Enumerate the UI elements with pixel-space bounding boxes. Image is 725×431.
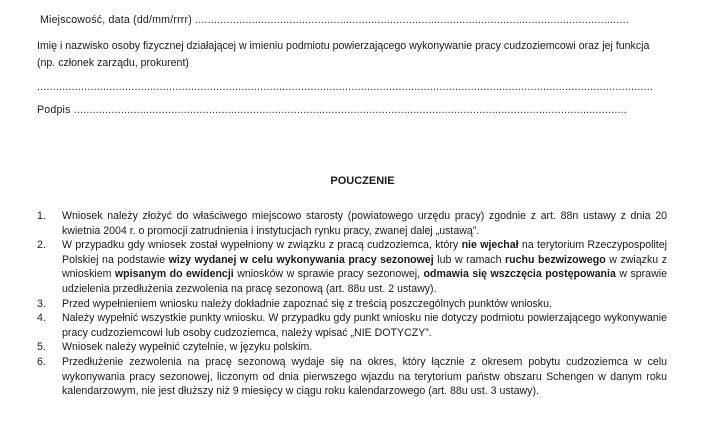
instruction-text-bold: wpisanym do ewidencji (114, 268, 234, 281)
instruction-text-bold: nie wjechał (461, 239, 519, 252)
name-function-line[interactable]: .................................................................................................................................................................................................... (37, 81, 654, 93)
instruction-text: Wniosek należy złożyć do właściwego miejscowo starosty (powiatowego urzędu pracy) zgodnie z art. 88n ustawy z dnia 20 kwietnia 2004 r. o promocji zatrudnienia i instytucjach rynku pracy, zwanej dalej „ustawą”. (62, 210, 667, 237)
instruction-text: lub w ramach (433, 253, 506, 266)
instruction-item (37, 311, 667, 340)
instruction-text: w związku z wnioskiem (62, 253, 667, 281)
instruction-item (37, 355, 667, 399)
instruction-text: Należy wypełnić wszystkie punkty wniosku. W przypadku gdy punkt wniosku nie dotyczy podmiotu powierzającego wykonywanie pracy cudzoziemcowi lub osoby cudzoziemca, należy wpisać „NIE DOTYCZY”. (62, 312, 667, 339)
instruction-number: 5. (37, 341, 46, 354)
instruction-item (37, 209, 667, 238)
signature-field[interactable]: Podpis ................................................................................................................................................................................ (37, 104, 627, 116)
place-date-field[interactable]: Miejscowość, data (dd/mm/rrrr) .......................................................................................................................................... (40, 14, 629, 26)
instruction-text: Przedłużenie zezwolenia na pracę sezonową wydaje się na okres, który łącznie z okresem pobytu cudzoziemca w celu wykonywania pracy sezonowej, liczonym od dnia pierwszego wjazdu na terytorium państw obszaru Schengen w danym roku kalendarzowym, nie jest dłuższy niż 9 miesięcy w ciągu roku kalendarzowego (art. 88u ust. 3 ustawy). (62, 355, 667, 398)
instruction-text-bold: wizy wydanej w celu wykonywania pracy sezonowej (168, 253, 434, 266)
instructions-title: POUCZENIE (330, 175, 395, 187)
instruction-text: na terytorium Rzeczypospolitej Polskiej na podstawie (62, 239, 667, 266)
instruction-text-bold: ruchu bezwizowego (505, 253, 606, 266)
instructions-list (37, 209, 667, 399)
instruction-item (37, 297, 667, 312)
instruction-item (37, 238, 667, 296)
instruction-number: 2. (37, 239, 46, 252)
instruction-number: 4. (37, 312, 46, 325)
instruction-number: 6. (37, 355, 46, 368)
instruction-text: w sprawie udzielenia przedłużenia zezwolenia na pracę sezonową (art. 88u ust. 2 ustawy). (62, 268, 667, 295)
name-function-label: Imię i nazwisko osoby fizycznej działającej w imieniu podmiotu powierzającego wykonywanie pracy cudzoziemcowi oraz jej funkcja (np. członek zarządu, prokurent) (37, 40, 650, 69)
instruction-text-bold: odmawia się wszczęcia postępowania (423, 268, 616, 281)
instruction-text: Wniosek należy wypełnić czytelnie, w języku polskim. (62, 341, 313, 354)
instruction-number: 3. (37, 297, 46, 310)
instruction-number: 1. (37, 210, 46, 222)
instruction-item (37, 340, 667, 355)
instruction-text: wniosków w sprawie pracy sezonowej, (233, 268, 424, 281)
instruction-text: Przed wypełnieniem wniosku należy dokładnie zapoznać się z treścią poszczególnych punktów wniosku. (62, 297, 552, 310)
instruction-text: W przypadku gdy wniosek został wypełniony w związku z pracą cudzoziemca, który (62, 239, 462, 252)
